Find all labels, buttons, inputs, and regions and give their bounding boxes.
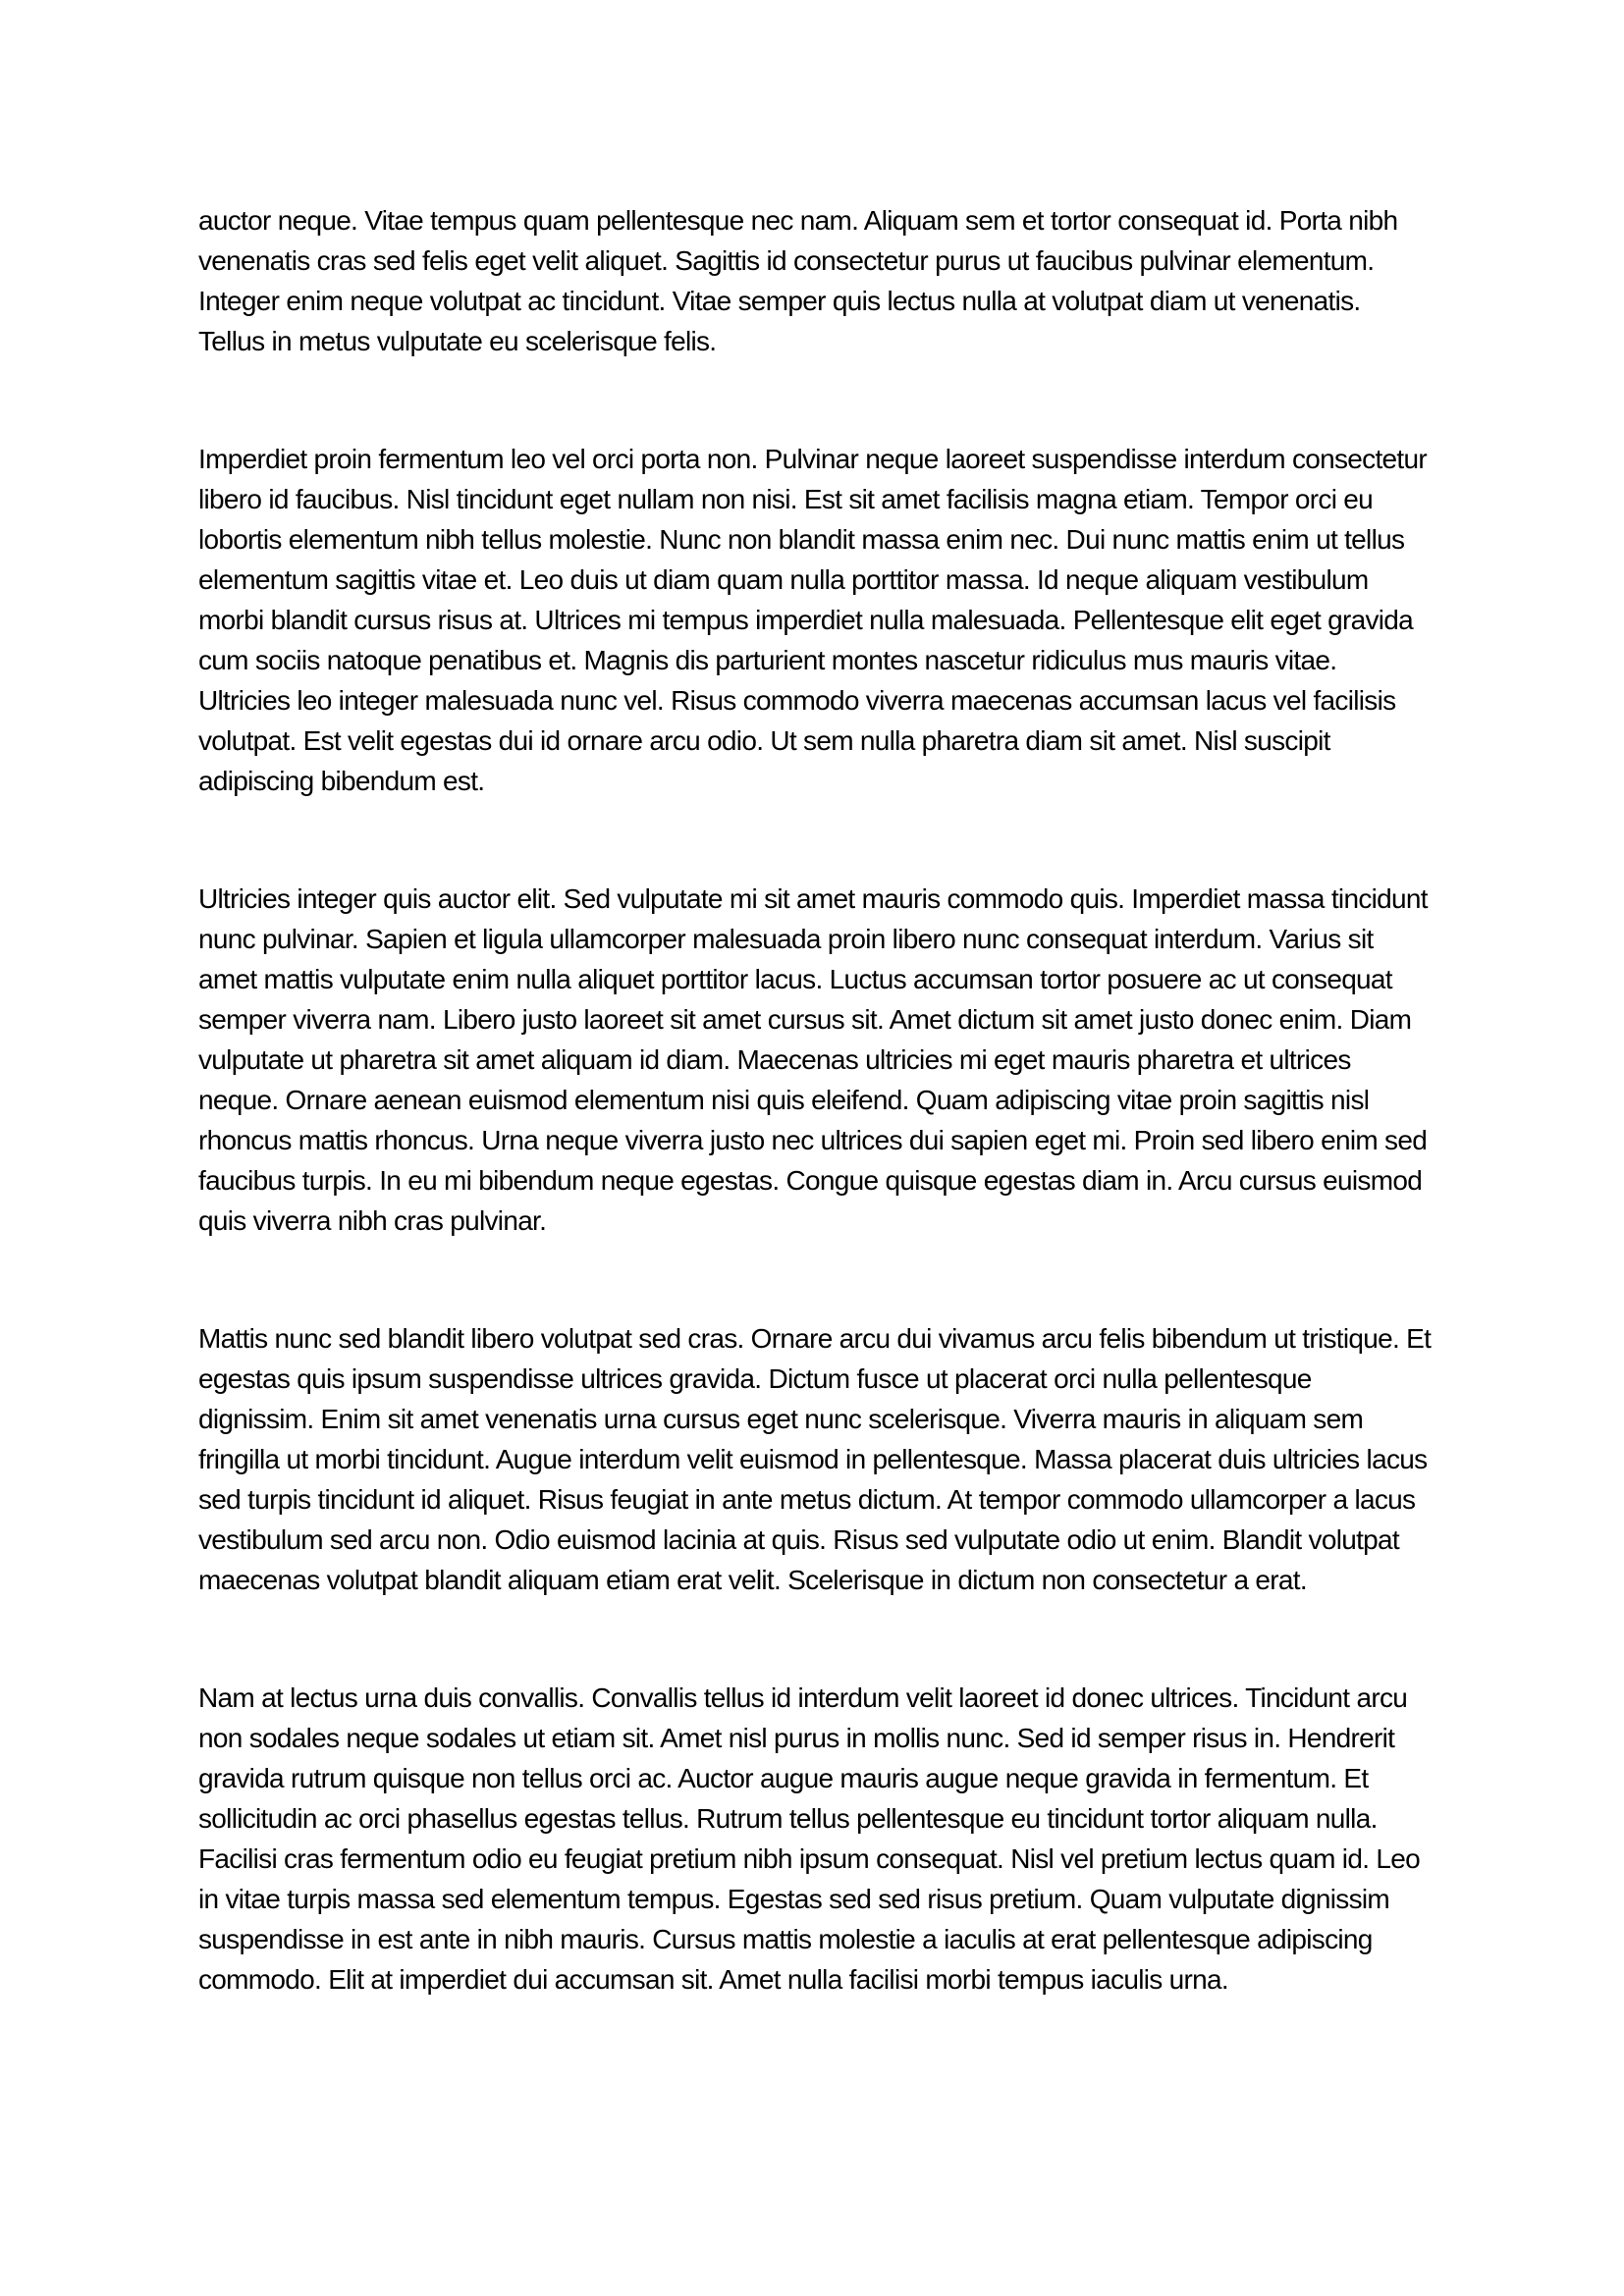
document-text-body [198, 200, 1432, 2000]
paragraph-2: Imperdiet proin fermentum leo vel orci porta non. Pulvinar neque laoreet suspendisse interdum consectetur libero id faucibus. Nisl tincidunt eget nullam non nisi. Est sit amet facilisis magna etiam. Tempor orci eu lobortis elementum nibh tellus molestie. Nunc non blandit massa enim nec. Dui nunc mattis enim ut tellus elementum sagittis vitae et. Leo duis ut diam quam nulla porttitor massa. Id neque aliquam vestibulum morbi blandit cursus risus at. Ultrices mi tempus imperdiet nulla malesuada. Pellentesque elit eget gravida cum sociis natoque penatibus et. Magnis dis parturient montes nascetur ridiculus mus mauris vitae. Ultricies leo integer malesuada nunc vel. Risus commodo viverra maecenas accumsan lacus vel facilisis volutpat. Est velit egestas dui id ornare arcu odio. Ut sem nulla pharetra diam sit amet. Nisl suscipit adipiscing bibendum est. [198, 444, 1427, 796]
paragraph-4: Mattis nunc sed blandit libero volutpat sed cras. Ornare arcu dui vivamus arcu felis bibendum ut tristique. Et egestas quis ipsum suspendisse ultrices gravida. Dictum fusce ut placerat orci nulla pellentesque dignissim. Enim sit amet venenatis urna cursus eget nunc scelerisque. Viverra mauris in aliquam sem fringilla ut morbi tincidunt. Augue interdum velit euismod in pellentesque. Massa placerat duis ultricies lacus sed turpis tincidunt id aliquet. Risus feugiat in ante metus dictum. At tempor commodo ullamcorper a lacus vestibulum sed arcu non. Odio euismod lacinia at quis. Risus sed vulputate odio ut enim. Blandit volutpat maecenas volutpat blandit aliquam etiam erat velit. Scelerisque in dictum non consectetur a erat. [198, 1323, 1432, 1595]
paragraph-5: Nam at lectus urna duis convallis. Convallis tellus id interdum velit laoreet id donec ultrices. Tincidunt arcu non sodales neque sodales ut etiam sit. Amet nisl purus in mollis nunc. Sed id semper risus in. Hendrerit gravida rutrum quisque non tellus orci ac. Auctor augue mauris augue neque gravida in fermentum. Et sollicitudin ac orci phasellus egestas tellus. Rutrum tellus pellentesque eu tincidunt tortor aliquam nulla. Facilisi cras fermentum odio eu feugiat pretium nibh ipsum consequat. Nisl vel pretium lectus quam id. Leo in vitae turpis massa sed elementum tempus. Egestas sed sed risus pretium. Quam vulputate dignissim suspendisse in est ante in nibh mauris. Cursus mattis molestie a iaculis at erat pellentesque adipiscing commodo. Elit at imperdiet dui accumsan sit. Amet nulla facilisi morbi tempus iaculis urna. [198, 1682, 1420, 1995]
paragraph-3: Ultricies integer quis auctor elit. Sed vulputate mi sit amet mauris commodo quis. Imperdiet massa tincidunt nunc pulvinar. Sapien et ligula ullamcorper malesuada proin libero nunc consequat interdum. Varius sit amet mattis vulputate enim nulla aliquet porttitor lacus. Luctus accumsan tortor posuere ac ut consequat semper viverra nam. Libero justo laoreet sit amet cursus sit. Amet dictum sit amet justo donec enim. Diam vulputate ut pharetra sit amet aliquam id diam. Maecenas ultricies mi eget mauris pharetra et ultrices neque. Ornare aenean euismod elementum nisi quis eleifend. Quam adipiscing vitae proin sagittis nisl rhoncus mattis rhoncus. Urna neque viverra justo nec ultrices dui sapien eget mi. Proin sed libero enim sed faucibus turpis. In eu mi bibendum neque egestas. Congue quisque egestas diam in. Arcu cursus euismod quis viverra nibh cras pulvinar. [198, 883, 1428, 1236]
paragraph-1: auctor neque. Vitae tempus quam pellentesque nec nam. Aliquam sem et tortor consequat id. Porta nibh venenatis cras sed felis eget velit aliquet. Sagittis id consectetur purus ut faucibus pulvinar elementum. Integer enim neque volutpat ac tincidunt. Vitae semper quis lectus nulla at volutpat diam ut venenatis. Tellus in metus vulputate eu scelerisque felis. [198, 205, 1398, 356]
